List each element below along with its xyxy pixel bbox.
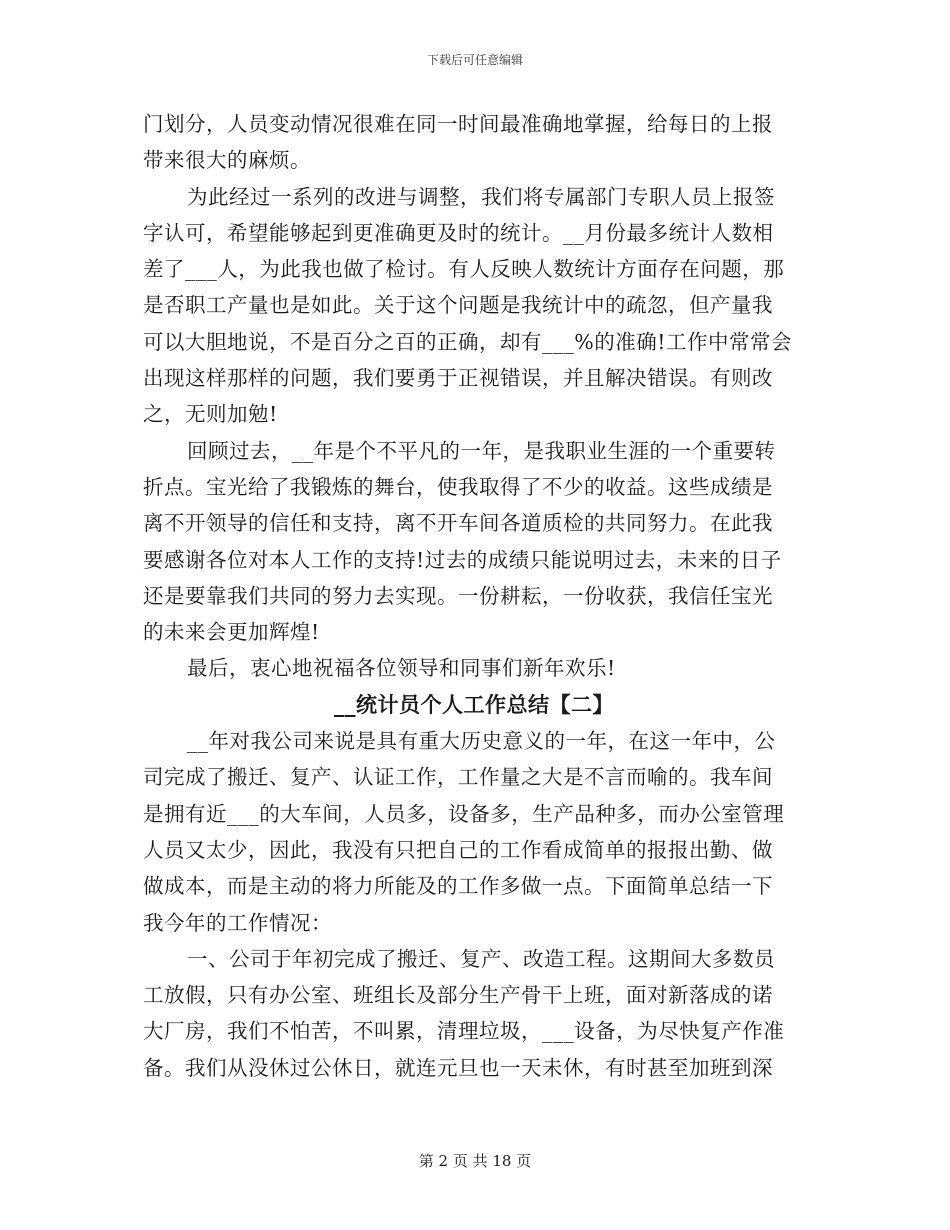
body-line: 之，无则加勉!: [143, 402, 278, 427]
body-line: 的未来会更加辉煌!: [143, 620, 320, 645]
body-line: __年对我公司来说是具有重大历史意义的一年，在这一年中，公: [187, 729, 776, 754]
body-line: 带来很大的麻烦。: [143, 148, 311, 173]
body-line: 工放假，只有办公室、班组长及部分生产骨干上班，面对新落成的诺: [143, 983, 773, 1008]
body-line: 最后，衷心地祝福各位领导和同事们新年欢乐!: [187, 656, 616, 681]
body-line: 离不开领导的信任和支持，离不开车间各道质检的共同努力。在此我: [143, 511, 773, 536]
page-number: 第 2 页 共 18 页: [418, 1152, 532, 1170]
body-line: 门划分，人员变动情况很难在同一时间最准确地掌握，给每日的上报: [143, 112, 773, 136]
body-line: 人员又太少，因此，我没有只把自己的工作看成简单的报报出勤、做: [143, 837, 773, 862]
body-line: 可以大胆地说，不是百分之百的正确，却有___%的准确!工作中常常会: [143, 329, 792, 354]
body-line: 我今年的工作情况：: [143, 910, 332, 935]
body-line: 做成本，而是主动的将力所能及的工作多做一点。下面简单总结一下: [143, 874, 773, 899]
body-line: 司完成了搬迁、复产、认证工作，工作量之大是不言而喻的。我车间: [143, 765, 773, 790]
body-line: 折点。宝光给了我锻炼的舞台，使我取得了不少的收益。这些成绩是: [143, 474, 773, 499]
body-line: 备。我们从没休过公休日，就连元旦也一天未休，有时甚至加班到深: [143, 1055, 773, 1080]
body-line: 大厂房，我们不怕苦，不叫累，清理垃圾，___设备，为尽快复产作准: [143, 1019, 785, 1044]
body-line: 还是要靠我们共同的努力去实现。一份耕耘，一份收获，我信任宝光: [143, 583, 773, 608]
body-line: 回顾过去，__年是个不平凡的一年，是我职业生涯的一个重要转: [187, 438, 776, 463]
section-heading: __统计员个人工作总结【二】: [334, 691, 614, 717]
body-line: 差了___人，为此我也做了检讨。有人反映人数统计方面存在问题，那: [143, 257, 785, 282]
page-header-note: 下载后可任意编辑: [426, 53, 523, 67]
document-body: [143, 106, 805, 1086]
body-line: 字认可，希望能够起到更准确更及时的统计。__月份最多统计人数相: [143, 220, 774, 245]
body-line: 为此经过一系列的改进与调整，我们将专属部门专职人员上报签: [187, 184, 775, 209]
body-line: 要感谢各位对本人工作的支持!过去的成绩只能说明过去，未来的日子: [143, 547, 782, 572]
body-line: 是拥有近___的大车间，人员多，设备多，生产品种多，而办公室管理: [143, 801, 785, 826]
body-line: 是否职工产量也是如此。关于这个问题是我统计中的疏忽，但产量我: [143, 293, 773, 318]
body-line: 一、公司于年初完成了搬迁、复产、改造工程。这期间大多数员: [187, 946, 775, 971]
body-line: 出现这样那样的问题，我们要勇于正视错误，并且解决错误。有则改: [143, 366, 773, 391]
